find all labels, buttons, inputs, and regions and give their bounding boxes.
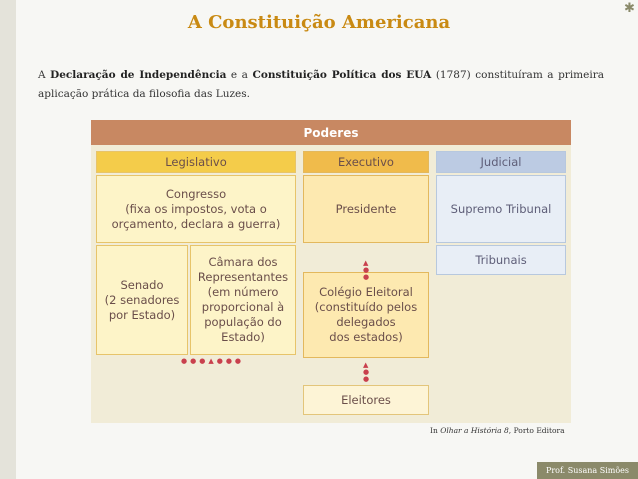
judicial-header: Judicial <box>436 151 566 173</box>
eleitores-box: Eleitores <box>303 385 429 415</box>
arrow-colegio-to-presidente: ▲ ● ● <box>363 259 372 281</box>
source-prefix: In <box>430 426 441 435</box>
executivo-header: Executivo <box>303 151 429 173</box>
intro-paragraph <box>38 66 604 104</box>
arrow-eleitores-to-colegio: ▲ ● ● <box>363 361 372 383</box>
source-title: Olhar a História 8 <box>440 426 509 435</box>
tribunais-box: Tribunais <box>436 245 566 275</box>
source-suffix: , Porto Editora <box>508 426 565 435</box>
slide-title: A Constituição Americana <box>187 12 451 33</box>
presidente-box: Presidente <box>303 175 429 243</box>
source-citation <box>430 426 565 435</box>
congresso-box: Congresso (fixa os impostos, vota o orçamento, declara a guerra) <box>96 175 296 243</box>
colegio-eleitoral-box: Colégio Eleitoral (constituído pelos delegados dos estados) <box>303 272 429 358</box>
intro-text-3: (1787) constituíram a primeira aplicação prática da filosofia das Luzes. <box>38 69 604 100</box>
author-badge: Prof. Susana Simões <box>537 462 638 479</box>
left-stripe <box>0 0 16 479</box>
camara-box: Câmara dos Representantes (em número proporcional à população do Estado) <box>190 245 296 355</box>
intro-bold-declaracao: Declaração de Independência <box>50 69 227 81</box>
intro-text-2: e a <box>226 69 253 81</box>
legislativo-header: Legislativo <box>96 151 296 173</box>
intro-bold-constituicao: Constituição Política dos EUA <box>252 69 432 81</box>
intro-text-1: A <box>38 69 51 81</box>
senado-box: Senado (2 senadores por Estado) <box>96 245 188 355</box>
powers-diagram <box>91 120 571 423</box>
decorative-star-icon: ✱ <box>624 1 635 16</box>
arrow-eleitores-to-legislativo: ●●●▲●●● <box>181 357 245 365</box>
supremo-tribunal-box: Supremo Tribunal <box>436 175 566 243</box>
poderes-header: Poderes <box>91 120 571 145</box>
